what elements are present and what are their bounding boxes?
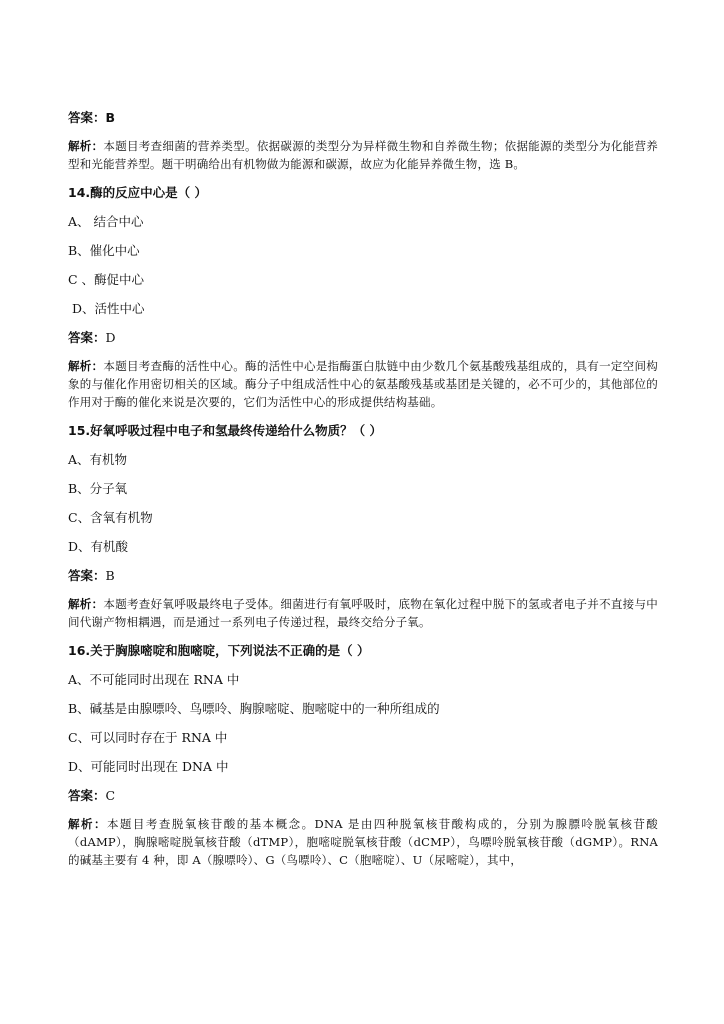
option: D、活性中心 [68, 301, 145, 316]
answer-label: 答案： [68, 568, 106, 583]
explanation-label: 解析： [68, 359, 104, 373]
explanation-label: 解析： [68, 139, 104, 153]
option: D、可能同时出现在 DNA 中 [68, 759, 229, 774]
question-title: 14.酶的反应中心是（ ） [68, 185, 207, 200]
explanation-label: 解析： [68, 597, 104, 611]
option: B、催化中心 [68, 243, 140, 258]
question-title: 15.好氧呼吸过程中电子和氢最终传递给什么物质？（ ） [68, 423, 382, 438]
answer-label: 答案： [68, 110, 106, 125]
answer-value: B [105, 110, 116, 125]
answer-value: D [105, 330, 116, 345]
option: D、有机酸 [68, 539, 129, 554]
explanation-text: 本题目考查酶的活性中心。酶的活性中心是指酶蛋白肽链中由少数几个氨基酸残基组成的，具有一定空间构象的与催化作用密切相关的区域。酶分子中组成活性中心的氨基酸残基或基团是关键的，必不可少的，其他部位的作用对于酶的催化来说是次要的，它们为活性中心的形成提供结构基础。 [68, 359, 658, 409]
answer-label: 答案： [68, 330, 106, 345]
answer-line [68, 108, 658, 127]
option: A、不可能同时出现在 RNA 中 [68, 672, 240, 687]
answer-value: C [105, 788, 116, 803]
explanation [68, 595, 658, 631]
answer-line [68, 566, 658, 585]
question-title: 16.关于胸腺嘧啶和胞嘧啶，下列说法不正确的是（ ） [68, 643, 370, 658]
answer-value: B [105, 568, 115, 583]
option: A、有机物 [68, 452, 128, 467]
option: C、含氧有机物 [68, 510, 153, 525]
explanation-text: 本题目考查细菌的营养类型。依据碳源的类型分为异样微生物和自养微生物；依据能源的类型分为化能营养型和光能营养型。题干明确给出有机物做为能源和碳源，故应为化能异养微生物，选 B。 [68, 139, 658, 171]
explanation-label: 解析： [68, 817, 107, 831]
answer-line [68, 786, 658, 805]
explanation [68, 357, 658, 411]
answer-line [68, 328, 658, 347]
answer-label: 答案： [68, 788, 106, 803]
option: B、分子氧 [68, 481, 128, 496]
explanation-text: 本题考查好氧呼吸最终电子受体。细菌进行有氧呼吸时，底物在氧化过程中脱下的氢或者电子并不直接与中间代谢产物相耦遇，而是通过一系列电子传递过程，最终交给分子氧。 [68, 597, 658, 629]
document-page [68, 108, 658, 879]
option: C 、酶促中心 [68, 272, 145, 287]
explanation [68, 815, 658, 869]
explanation-text: 本题目考查脱氧核苷酸的基本概念。DNA 是由四种脱氧核苷酸构成的，分别为腺膘呤脱氧核苷酸（dAMP），胸腺嘧啶脱氧核苷酸（dTMP），胞嘧啶脱氧核苷酸（dCMP），鸟嘌呤脱氧核苷酸（dGMP）。RNA 的碱基主要有 4 种，即 A（腺嘌呤）、G（鸟嘌呤）、C（胞嘧啶）、U（尿嘧啶），其中， [68, 817, 658, 867]
option: B、碱基是由腺嘌呤、鸟嘌呤、胸腺嘧啶、胞嘧啶中的一种所组成的 [68, 701, 440, 716]
option: A、 结合中心 [68, 214, 144, 229]
explanation [68, 137, 658, 173]
option: C、可以同时存在于 RNA 中 [68, 730, 228, 745]
